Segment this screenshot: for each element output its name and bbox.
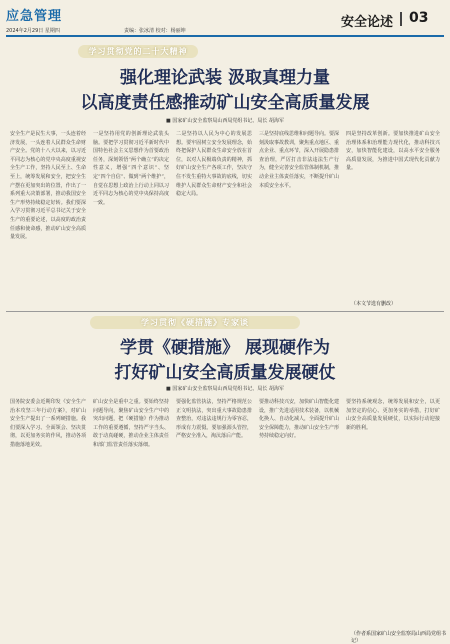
article1-byline: ■ 国家矿山安全监察局山西局党组书记、局长 胡海军 [166, 118, 284, 124]
article1-tag: 学习贯彻党的二十大精神 [78, 45, 198, 58]
page-number: 03 [409, 10, 429, 26]
page-header [0, 0, 450, 40]
section-title: 应急管理 [6, 9, 63, 24]
header-divider [400, 12, 402, 26]
header-rule [6, 35, 444, 37]
section-name: 安全论述 [341, 15, 394, 30]
article1-column-5: 四是坚持改革创新。要加快推进矿山安全治理体系和治理能力现代化，推动科技兴安，加快智能化建设，以高水平安全服务高质量发展，为推进中国式现代化贡献力量。 [346, 131, 440, 172]
article1-column-4: 三是坚持底线思维和问题导向。要深刻汲取事故教训，聚焦重点地区、重点企业、重点环节，深入开展隐患排查治理，严厉打击非法违法生产行为，健全完善安全监管体制机制，推动企业主体责任落实，不断提升矿山本质安全水平。 [259, 131, 339, 189]
article2-title-line1: 学贯《硬措施》 展现硬作为 [120, 338, 330, 358]
article2-column-4: 要推动科技兴安，加快矿山智能化建设，推广先进适用技术装备，以机械化换人、自动化减人，全面提升矿山安全保障能力，推动矿山安全生产形势持续稳定向好。 [259, 399, 339, 440]
article1-column-2: 一是坚持用党的创新理论武装头脑。要把学习贯彻习近平新时代中国特色社会主义思想作为首要政治任务，深刻领悟“两个确立”的决定性意义，增强“四个意识”、坚定“四个自信”、做到“两个维护”，自觉在思想上政治上行动上同以习近平同志为核心的党中央保持高度一致。 [93, 131, 169, 206]
issue-date: 2024年2月29日 星期四 [6, 28, 60, 34]
article2-byline: ■ 国家矿山安全监察局山西局党组书记、局长 胡海军 [166, 386, 284, 392]
article2-tag: 学习贯彻《硬措施》专家谈 [90, 316, 300, 329]
article-divider [6, 311, 444, 312]
editors-line: 责编：张冰清 校对：杨丽坤 [124, 28, 186, 34]
article2-column-5: 要坚持系统观念，统筹发展和安全，以更加坚定的信心、更加务实的举措，打好矿山安全高质量发展硬仗，以实际行动迎接新的胜利。 [346, 399, 440, 431]
article1-column-1: 安全生产是民生大事，一头连着经济发展，一头连着人民群众生命财产安全。党的十八大以来，以习近平同志为核心的党中央高度重视安全生产工作，坚持人民至上、生命至上，统筹发展和安全，把安全生产摆在更加突出的位置，作出了一系列重大决策部署，推动我国安全生产形势持续稳定好转。我们要深入学习贯彻习近平总书记关于安全生产的重要论述，以高度的政治责任感和使命感，推动矿山安全高质量发展。 [10, 131, 86, 241]
article2-note: （作者系国家矿山安全监察局山西局党组书记） [351, 631, 447, 644]
article1-note: （本文节选有删改） [351, 301, 397, 307]
article2-column-2: 矿山安全是重中之重。要始终坚持问题导向，聚焦矿山安全生产中的突出问题，把《硬措施》作为推动工作的重要遵循，坚持严字当头、敢于动真碰硬，推动企业主体责任和部门监管责任落实落细。 [93, 399, 169, 448]
article1-title-line2: 以高度责任感推动矿山安全高质量发展 [80, 93, 370, 113]
article2-title-line2: 打好矿山安全高质量发展硬仗 [114, 363, 336, 383]
article2-column-3: 要强化监管执法，坚持严格规范公正文明执法，突出重大事故隐患排查整治，对违法违规行为零容忍，形成有力震慑。要加强源头管控，严格安全准入，淘汰落后产能。 [176, 399, 252, 440]
article2-column-1: 国务院安委会近期印发《安全生产治本攻坚三年行动方案》，对矿山安全生产提出了一系列硬措施。我们要深入学习、全面领会、坚决贯彻，以更加务实的作风，推动各项措施落地见效。 [10, 399, 86, 448]
article1-title-line1: 强化理论武装 汲取真理力量 [120, 68, 330, 88]
article1-column-3: 二是坚持以人民为中心的发展思想。要牢固树立安全发展理念，始终把保护人民群众生命安全放在首位，以对人民极端负责的精神，抓好矿山安全生产各项工作，坚决守住不发生重特大事故的底线，切实维护人民群众生命财产安全和社会稳定大局。 [176, 131, 252, 198]
